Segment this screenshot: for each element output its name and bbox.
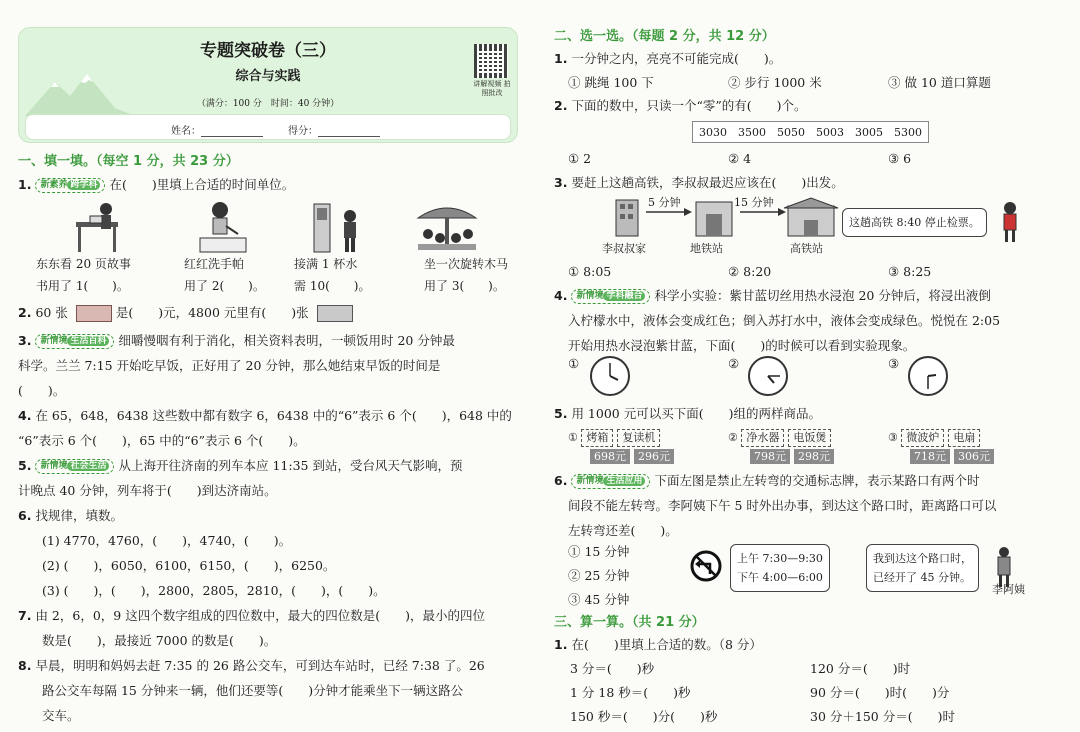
question-8: 8. 早晨，明明和妈妈去赶 7:35 的 26 路公交车，可到达车站时，已经 7:38 了。26 路公交车每隔 15 分钟来一辆，他们还要等( )分钟才能乘坐下一辆这路公 交车。 — [18, 658, 485, 723]
choice-6-option-2[interactable]: ② 25 分钟 — [568, 568, 630, 583]
exam-title: 专题突破卷（三） — [200, 41, 336, 61]
goods-group-2[interactable]: ② 净水器 电饭煲 798元 298元 — [728, 429, 838, 464]
choice-3-option-1[interactable]: ① 8:05 — [568, 264, 612, 279]
question-1: 1. 新素养 跨学科 在( )里填上合适的时间单位。 — [18, 177, 295, 192]
q1-caption-4: 坐一次旋转木马 用了 3( )。 — [424, 257, 509, 293]
question-tag: 新情境 生活应用 — [571, 474, 650, 489]
boy-reading-illustration — [68, 200, 138, 256]
choice-2-option-1[interactable]: ① 2 — [568, 151, 592, 166]
clock-mark-3: ③ — [888, 356, 900, 371]
q1-caption-2: 红红洗手帕 用了 2( )。 — [184, 257, 265, 293]
section-title: 一、填一填。（每空 1 分，共 23 分） — [18, 154, 239, 169]
exam-header — [18, 27, 518, 143]
choice-question-2: 2. 下面的数中，只读一个“零”的有( )个。 — [554, 98, 807, 113]
girl-icon — [998, 200, 1022, 244]
speech-bubble: 我到达这个路口时， 已经开了 45 分钟。 — [866, 544, 979, 592]
banknote-icon — [76, 305, 112, 322]
choice-6-option-1[interactable]: ① 15 分钟 — [568, 544, 630, 559]
clock-icon[interactable] — [748, 356, 788, 396]
question-tag: 新情境 社会生活 — [35, 459, 114, 474]
label-home: 李叔叔家 — [602, 242, 646, 255]
clock-mark-1: ① — [568, 356, 580, 371]
clock-icon[interactable] — [590, 356, 630, 396]
clock-icon[interactable] — [908, 356, 948, 396]
calc-left-1[interactable]: 3 分＝( )秒 — [570, 661, 655, 676]
question-tag: 新素养 跨学科 — [35, 178, 105, 193]
q1-caption-3: 接满 1 杯水 需 10( )。 — [294, 257, 371, 293]
choice-question-4: 4. 新情境 学科融合 科学小实验：紫甘蓝切丝用热水浸泡 20 分钟后，将浸出液倒 入柠檬水中，液体会变成红色；倒入苏打水中，液体会变成绿色。悦悦在 2:05 开始用热水浸泡紫甘蓝，下面( )的时候可以看到实验现象。 — [554, 288, 1001, 353]
choice-question-5: 5. 用 1000 元可以买下面( )组的两样商品。 — [554, 406, 821, 421]
girl-washing-illustration — [190, 200, 260, 256]
choice-2-option-2[interactable]: ② 4 — [728, 151, 752, 166]
choice-3-option-2[interactable]: ② 8:20 — [728, 264, 772, 279]
section-title: 二、选一选。（每题 2 分，共 12 分） — [554, 29, 775, 44]
choice-6-option-3[interactable]: ③ 45 分钟 — [568, 592, 630, 607]
arrow-label-1: 5 分钟 — [648, 196, 681, 209]
question-3: 3. 新情境 生活百科 细嚼慢咽有利于消化，相关资料表明，一顿饭用时 20 分钟最 科学。兰兰 7:15 开始吃早饭，正好用了 20 分钟，那么她结束早饭的时间是 ( )。 — [18, 333, 455, 398]
number-box: 3030 3500 5050 5003 3005 5300 — [692, 121, 929, 143]
q1-caption-1: 东东看 20 页故事 书用了 1( )。 — [36, 257, 131, 293]
exam-meta: （满分：100 分 时间：40 分钟） — [196, 99, 340, 109]
carousel-illustration — [412, 200, 482, 256]
calc-right-1[interactable]: 120 分＝( )时 — [810, 661, 911, 676]
choice-question-6: 6. 新情境 生活应用 下面左图是禁止左转弯的交通标志牌，表示某路口有两个时 间段不能左转弯。李阿姨下午 5 时外出办事，到达这个路口时，距离路口可以 左转弯还差( )。 — [554, 473, 997, 538]
water-dispenser-illustration — [304, 200, 374, 256]
calc-right-3[interactable]: 30 分＋150 分＝( )时 — [810, 709, 955, 724]
choice-question-3: 3. 要赶上这趟高铁，李叔叔最迟应该在( )出发。 — [554, 175, 844, 190]
question-7: 7. 由 2，6，0，9 这四个数字组成的四位数中，最大的四位数是( )，最小的四位 数是( )，最接近 7000 的数是( )。 — [18, 608, 485, 648]
label-rail: 高铁站 — [790, 242, 823, 255]
choice-question-1: 1. 一分钟之内，亮亮不可能完成( )。 — [554, 51, 782, 66]
question-4: 4. 在 65，648，6438 这些数中都有数字 6，6438 中的“6”表示 6 个( )，648 中的 “6”表示 6 个( )，65 中的“6”表示 6 个( )。 — [18, 408, 512, 448]
time-sign: 上午 7:30—9:30 下午 4:00—6:00 — [730, 544, 830, 592]
calc-left-3[interactable]: 150 秒＝( )分( )秒 — [570, 709, 718, 724]
calc-question-1: 1. 在( )里填上合适的数。（8 分） — [554, 637, 762, 652]
question-tag: 新情境 学科融合 — [571, 289, 650, 304]
no-left-turn-sign-icon — [690, 550, 722, 582]
qr-caption: 讲解视频 拍照批改 — [473, 80, 511, 97]
calc-left-2[interactable]: 1 分 18 秒＝( )秒 — [570, 685, 691, 700]
goods-group-3[interactable]: ③ 微波炉 电扇 718元 306元 — [888, 429, 998, 464]
goods-group-1[interactable]: ① 烤箱 复读机 698元 296元 — [568, 429, 678, 464]
choice-1-option-2[interactable]: ② 步行 1000 米 — [728, 75, 822, 90]
arrow-label-2: 15 分钟 — [734, 196, 774, 209]
label-metro: 地铁站 — [690, 242, 723, 255]
question-6: 6. 找规律，填数。 (1) 4770，4760，( )，4740，( )。 (2) ( )，6050，6100，6150，( )，6250。 (3) ( )，( )，2800，2805，2810，( )，( )。 — [18, 508, 386, 598]
question-5: 5. 新情境 社会生活 从上海开往济南的列车本应 11:35 到站，受台风天气影响，预 计晚点 40 分钟，列车将于( )到达济南站。 — [18, 458, 463, 498]
choice-2-option-3[interactable]: ③ 6 — [888, 151, 912, 166]
name-field[interactable]: 姓名： — [171, 122, 263, 137]
speech-bubble: 这趟高铁 8:40 停止检票。 — [842, 208, 987, 237]
choice-3-option-3[interactable]: ③ 8:25 — [888, 264, 932, 279]
banknote-stack-icon — [317, 305, 353, 322]
choice-1-option-3[interactable]: ③ 做 10 道口算题 — [888, 75, 991, 90]
calc-right-2[interactable]: 90 分＝( )时( )分 — [810, 685, 950, 700]
name-score-bar — [25, 114, 511, 140]
question-tag: 新情境 生活百科 — [35, 334, 114, 349]
qr-code-icon[interactable] — [474, 44, 508, 78]
score-field[interactable]: 得分： — [288, 122, 380, 137]
choice-1-option-1[interactable]: ① 跳绳 100 下 — [568, 75, 654, 90]
clock-mark-2: ② — [728, 356, 740, 371]
section-title: 三、算一算。（共 21 分） — [554, 615, 705, 630]
person-label: 李阿姨 — [992, 583, 1025, 596]
exam-subtitle: 综合与实践 — [235, 69, 301, 84]
question-2: 2. 60 张 是( )元，4800 元里有( )张 — [18, 300, 353, 325]
